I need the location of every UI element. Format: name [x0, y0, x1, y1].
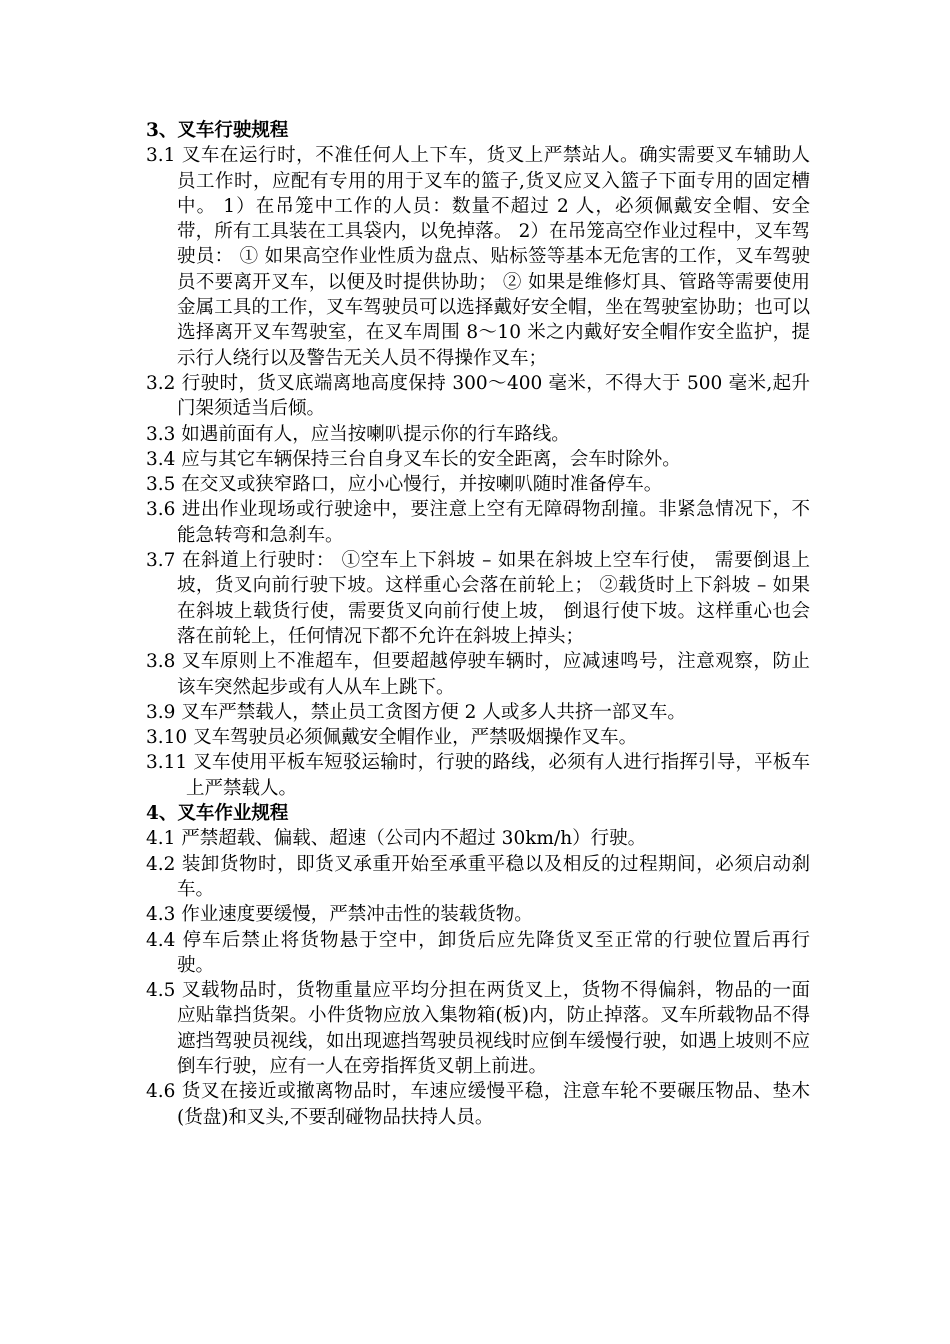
rule-3-1: 3.1 叉车在运行时，不准任何人上下车，货叉上严禁站人。确实需要叉车辅助人员工作时，应配有专用的用于叉车的篮子,货叉应叉入篮子下面专用的固定槽中。 1）在吊笼中工作的人员：数量不超过 2 人，必须佩戴安全帽、安全带，所有工具装在工具袋内，以免掉落。 2）在吊笼高空作业过程中，叉车驾驶员： ① 如果高空作业性质为盘点、贴标签等基本无危害的工作，叉车驾驶员不要离开叉车，以便及时提供协助； ② 如果是维修灯具、管路等需要使用金属工具的工作，叉车驾驶员可以选择戴好安全帽，坐在驾驶室协助；也可以选择离开叉车驾驶室，在叉车周围 8～10 米之内戴好安全帽作安全监护，提示行人绕行以及警告无关人员不得操作叉车； — [146, 145, 810, 369]
rule-3-10: 3.10 叉车驾驶员必须佩戴安全帽作业，严禁吸烟操作叉车。 — [146, 727, 638, 749]
rule-3-5: 3.5 在交叉或狭窄路口，应小心慢行，并按喇叭随时准备停车。 — [146, 474, 663, 496]
rule-3-7: 3.7 在斜道上行驶时： ①空车上下斜坡 – 如果在斜坡上空车行使， 需要倒退上坡，货叉向前行驶下坡。这样重心会落在前轮上； ②载货时上下斜坡 – 如果在斜坡上载货行使，需要货叉向前行使上坡， 倒退行使下坡。这样重心也会落在前轮上，任何情况下都不允许在斜坡上掉头； — [146, 550, 810, 647]
rule-3-8: 3.8 叉车原则上不准超车，但要超越停驶车辆时，应减速鸣号，注意观察，防止该车突然起步或有人从车上跳下。 — [146, 651, 810, 698]
rule-3-4: 3.4 应与其它车辆保持三台自身叉车长的安全距离，会车时除外。 — [146, 448, 681, 470]
rule-4-4: 4.4 停车后禁止将货物悬于空中，卸货后应先降货叉至正常的行驶位置后再行驶。 — [146, 929, 810, 976]
section-heading-driving: 3、叉车行驶规程 — [146, 120, 289, 141]
rule-4-3: 4.3 作业速度要缓慢，严禁冲击性的装载货物。 — [146, 904, 533, 926]
rule-3-2: 3.2 行驶时，货叉底端离地高度保持 300～400 毫米，不得大于 500 毫米,起升门架须适当后倾。 — [146, 372, 810, 420]
rule-3-6: 3.6 进出作业现场或行驶途中，要注意上空有无障碍物刮撞。非紧急情况下，不能急转弯和急刹车。 — [146, 499, 810, 546]
rule-3-9: 3.9 叉车严禁载人，禁止员工贪图方便 2 人或多人共挤一部叉车。 — [146, 701, 686, 723]
document-page — [146, 118, 810, 1130]
rule-4-1: 4.1 严禁超载、偏载、超速（公司内不超过 30km/h）行驶。 — [146, 828, 647, 850]
rule-4-5: 4.5 叉载物品时，货物重量应平均分担在两货叉上，货物不得偏斜，物品的一面应贴靠挡货架。小件货物应放入集物箱(板)内，防止掉落。叉车所载物品不得遮挡驾驶员视线，如出现遮挡驾驶员视线时应倒车缓慢行驶，如遇上坡则不应倒车行驶，应有一人在旁指挥货叉朝上前进。 — [146, 980, 810, 1077]
rule-3-11: 3.11 叉车使用平板车短驳运输时，行驶的路线，必须有人进行指挥引导，平板车上严禁载人。 — [146, 752, 810, 799]
section-heading-operation: 4、叉车作业规程 — [146, 803, 289, 825]
rule-4-2: 4.2 装卸货物时，即货叉承重开始至承重平稳以及相反的过程期间，必须启动刹车。 — [146, 853, 810, 900]
rule-3-3: 3.3 如遇前面有人，应当按喇叭提示你的行车路线。 — [146, 423, 570, 445]
rule-4-6: 4.6 货叉在接近或撤离物品时，车速应缓慢平稳，注意车轮不要碾压物品、垫木(货盘)和叉头,不要刮碰物品扶持人员。 — [146, 1081, 810, 1128]
